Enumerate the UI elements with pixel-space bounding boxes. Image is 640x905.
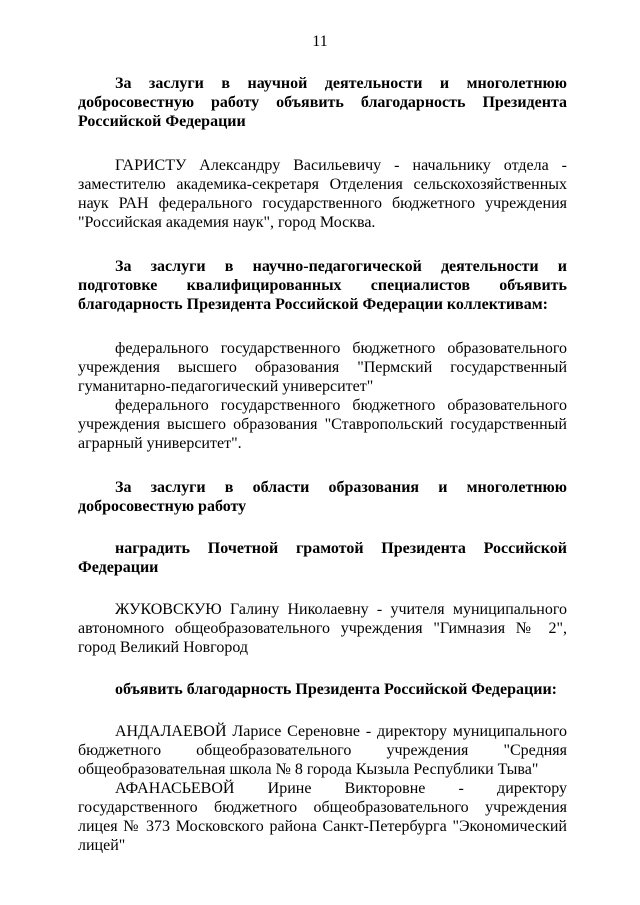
page-number: 11: [312, 33, 328, 50]
award-heading-science: За заслуги в научной деятельности и многолетнюю добросовестную работу объявить благодарность Президента Российской Федерации: [78, 75, 567, 130]
collective-perm-university: федерального государственного бюджетного образовательного учреждения высшего образования "Пермский государственный гуманитарно-педагогический университет": [78, 340, 567, 395]
collective-stavropol-university: федерального государственного бюджетного образовательного учреждения высшего образования "Ставропольский государственный аграрный университет".: [78, 397, 567, 452]
awardee-garist: ГАРИСТУ Александру Васильевичу - начальнику отдела - заместителю академика-секретаря Отделения сельскохозяйственных наук РАН федерального государственного бюджетного учреждения "Российская академия наук", город Москва.: [78, 157, 567, 231]
award-heading-education: За заслуги в области образования и многолетнюю добросовестную работу: [78, 479, 567, 515]
award-heading-pedagogy: За заслуги в научно-педагогической деятельности и подготовке квалифицированных специалистов объявить благодарность Президента Российской Федерации коллективам:: [78, 258, 567, 313]
award-heading-gratitude: объявить благодарность Президента Российской Федерации:: [115, 681, 557, 698]
award-heading-certificate: наградить Почетной грамотой Президента Российской Федерации: [78, 540, 567, 576]
awardee-afanasyeva: АФАНАСЬЕВОЙ Ирине Викторовне - директору государственного бюджетного общеобразовательного учреждения лицея № 373 Московского района Санкт-Петербурга "Экономический лицей": [78, 780, 567, 854]
awardee-andalaeva: АНДАЛАЕВОЙ Ларисе Сереновне - директору муниципального бюджетного общеобразовательного учреждения "Средняя общеобразовательная школа № 8 города Кызыла Республики Тыва": [78, 723, 567, 778]
awardee-zhukovskaya: ЖУКОВСКУЮ Галину Николаевну - учителя муниципального автономного общеобразовательного учреждения "Гимназия № 2", город Великий Новгород: [78, 601, 567, 656]
document-body: [78, 74, 567, 855]
